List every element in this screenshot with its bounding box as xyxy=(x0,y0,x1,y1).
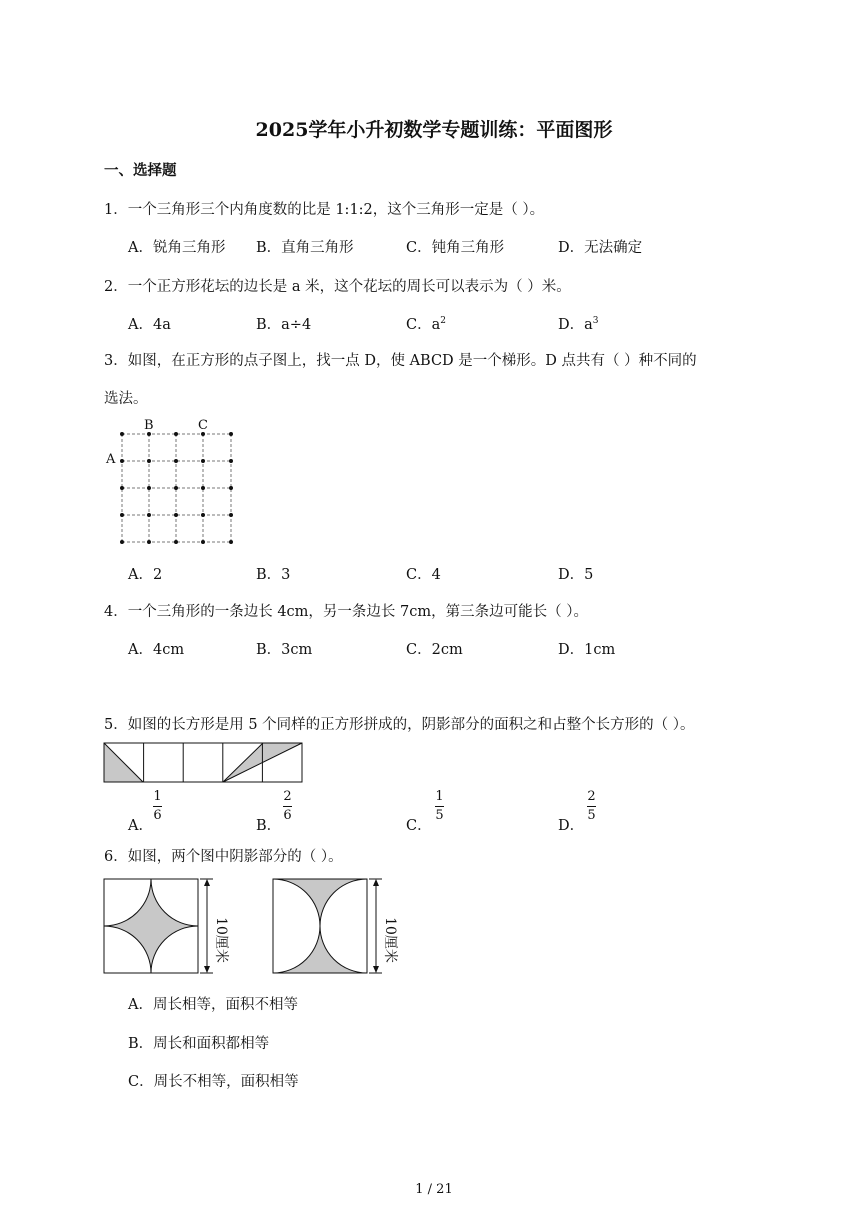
q4-option-c[interactable]: C．2cm xyxy=(406,642,463,658)
q3-option-c[interactable]: C．4 xyxy=(406,567,441,583)
q5-d-denominator: 5 xyxy=(587,808,596,823)
q5-a-denominator: 6 xyxy=(153,808,162,823)
point-label-a: A xyxy=(106,452,116,467)
question-4-text: 4．一个三角形的一条边长 4cm，另一条边长 7cm，第三条边可能长（ ）。 xyxy=(104,604,588,620)
q5-option-b-fraction[interactable] xyxy=(283,790,292,823)
q2-option-c[interactable] xyxy=(406,313,446,334)
q3-option-a[interactable]: A．2 xyxy=(128,567,163,583)
point-label-b: B xyxy=(144,418,154,433)
q5-c-denominator: 5 xyxy=(435,808,444,823)
q5-option-c-fraction[interactable] xyxy=(435,790,444,823)
question-1-text: 1．一个三角形三个内角度数的比是 1:1:2，这个三角形一定是（ ）。 xyxy=(104,202,545,218)
semicircles-square-figure xyxy=(272,878,388,974)
q1-option-b[interactable]: B．直角三角形 xyxy=(256,240,354,256)
q1-option-c[interactable]: C．钝角三角形 xyxy=(406,240,505,256)
q1-option-d[interactable]: D．无法确定 xyxy=(558,240,643,256)
fraction-bar xyxy=(435,806,444,807)
q3-option-d[interactable]: D．5 xyxy=(558,567,594,583)
q2-option-d-label: D．a xyxy=(558,317,593,333)
q2-option-d-exponent: 3 xyxy=(592,316,599,327)
q5-b-numerator: 2 xyxy=(283,789,292,804)
question-2-text: 2．一个正方形花坛的边长是 a 米，这个花坛的周长可以表示为（ ）米。 xyxy=(104,279,571,295)
q6-option-a[interactable]: A．周长相等，面积不相等 xyxy=(128,997,298,1013)
dimension-label-right: 10厘米 xyxy=(382,917,398,963)
q2-option-b[interactable]: B．a÷4 xyxy=(256,317,312,333)
q5-option-a-fraction[interactable] xyxy=(153,790,162,823)
dimension-label-left: 10厘米 xyxy=(213,917,229,963)
page-number: 1 / 21 xyxy=(415,1182,453,1197)
page-title: 2025学年小升初数学专题训练：平面图形 xyxy=(255,119,613,141)
q4-option-b[interactable]: B．3cm xyxy=(256,642,313,658)
q5-option-d-letter[interactable]: D． xyxy=(558,818,585,834)
point-label-c: C xyxy=(198,418,208,433)
q5-c-numerator: 1 xyxy=(435,789,444,804)
astroid-square-figure xyxy=(103,878,219,974)
q5-option-b-letter[interactable]: B． xyxy=(256,818,282,834)
fraction-bar xyxy=(153,806,162,807)
q6-option-b[interactable]: B．周长和面积都相等 xyxy=(128,1036,270,1052)
question-5-text: 5．如图的长方形是用 5 个同样的正方形拼成的，阴影部分的面积之和占整个长方形的（ ）。 xyxy=(104,717,695,733)
q3-option-b[interactable]: B．3 xyxy=(256,567,291,583)
q5-d-numerator: 2 xyxy=(587,789,596,804)
question-3-text-line1: 3．如图，在正方形的点子图上，找一点 D，使 ABCD 是一个梯形。D 点共有（ ）种不同的 xyxy=(104,353,697,369)
q5-b-denominator: 6 xyxy=(283,808,292,823)
five-squares-rectangle-figure xyxy=(103,742,305,784)
q5-a-numerator: 1 xyxy=(153,789,162,804)
q2-option-d[interactable] xyxy=(558,313,599,334)
question-6-text: 6．如图，两个图中阴影部分的（ ）。 xyxy=(104,849,343,865)
q4-option-d[interactable]: D．1cm xyxy=(558,642,616,658)
fraction-bar xyxy=(283,806,292,807)
q4-option-a[interactable]: A．4cm xyxy=(128,642,185,658)
fraction-bar xyxy=(587,806,596,807)
section-heading: 一、选择题 xyxy=(104,162,177,179)
question-3-text-line2: 选法。 xyxy=(104,391,148,407)
q1-option-a[interactable]: A．锐角三角形 xyxy=(128,240,226,256)
dot-grid-figure xyxy=(104,416,244,550)
q2-option-c-exponent: 2 xyxy=(440,316,446,327)
q2-option-a[interactable]: A．4a xyxy=(128,317,171,333)
q2-option-c-label: C．a xyxy=(406,317,441,333)
q5-option-a-letter[interactable]: A． xyxy=(128,818,153,834)
q5-option-c-letter[interactable]: C． xyxy=(406,818,432,834)
q6-option-c[interactable]: C．周长不相等，面积相等 xyxy=(128,1074,299,1090)
q5-option-d-fraction[interactable] xyxy=(587,790,596,823)
